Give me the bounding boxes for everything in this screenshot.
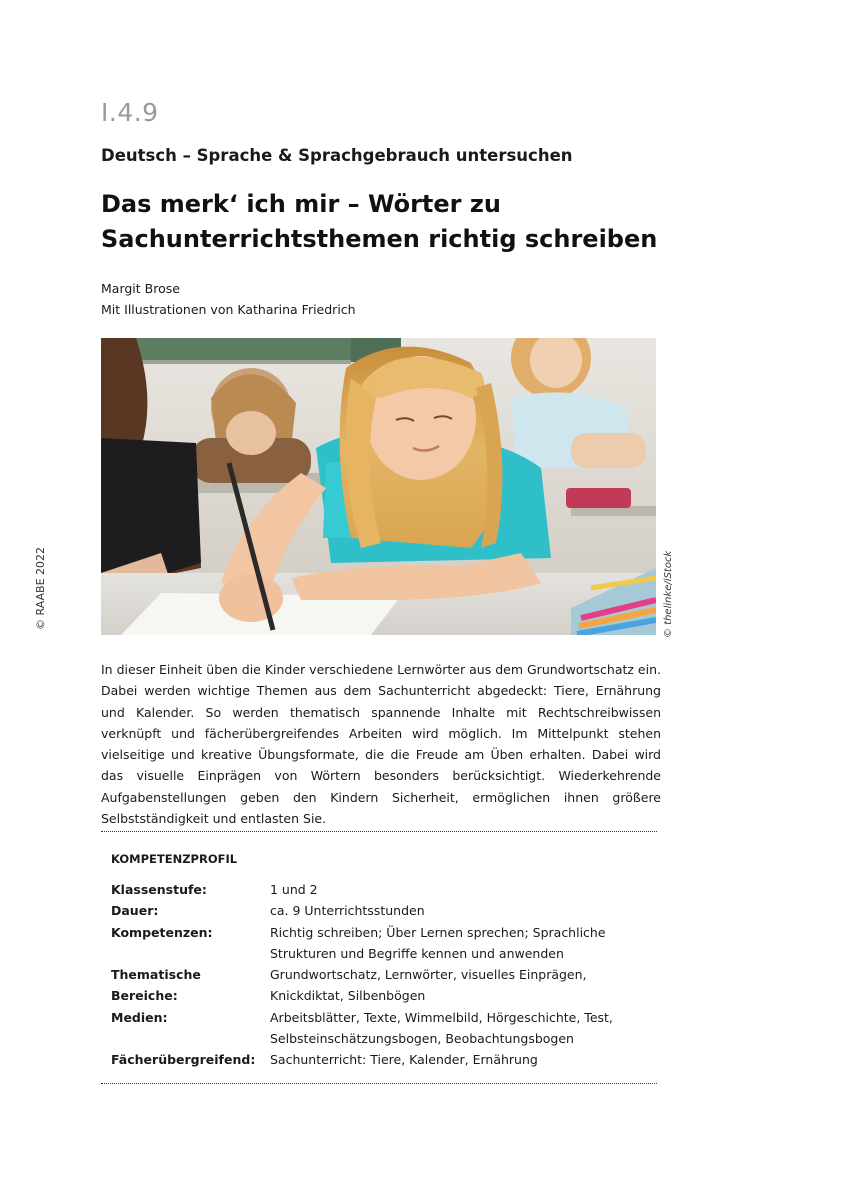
profile-label: Kompetenzen:: [111, 924, 213, 940]
profile-row: [111, 879, 651, 900]
title-line-2: Sachunterrichtsthemen richtig schreiben: [101, 225, 658, 253]
profile-value: Arbeitsblätter, Texte, Wimmelbild, Hörgeschichte, Test, Selbsteinschätzungsbogen, Beobachtungsbogen: [270, 1009, 613, 1047]
profile-value: Richtig schreiben; Über Lernen sprechen; Sprachliche Strukturen und Begriffe kennen und anwenden: [270, 924, 606, 961]
profile-label: Dauer:: [111, 903, 159, 919]
profile-label: Klassenstufe:: [111, 882, 207, 897]
intro-paragraph: In dieser Einheit üben die Kinder verschiedene Lernwörter aus dem Grundwortschatz ein. Dabei werden wichtige Themen aus dem Sachunterricht abgedeckt: Tiere, Ernährung und Kalender. So werden thematisch spannende Inhalte mit Rechtschreibwissen verknüpft und fächerübergreifendes Arbeiten wird möglich. Im Mittelpunkt stehen vielseitige und kreative Übungsformate, die die Freude am Üben erhalten. Dabei wird das visuelle Einprägen von Wörtern besonders berücksichtigt. Wiederkehrende Aufgabenstellungen geben den Kindern Sicherheit, ermöglichen ihnen größere Selbstständigkeit und entlasten Sie.: [101, 662, 661, 827]
classroom-photo: [101, 338, 656, 635]
profile-label: Medien:: [111, 1009, 168, 1025]
profile-row: [111, 1049, 651, 1070]
profile-value: Sachunterricht: Tiere, Kalender, Ernährung: [270, 1052, 538, 1068]
author-name: Margit Brose: [101, 281, 180, 296]
competence-profile: [111, 879, 651, 1071]
profile-label: Thematische Bereiche:: [111, 967, 201, 1004]
profile-value: Grundwortschatz, Lernwörter, visuelles Einprägen, Knickdiktat, Silbenbögen: [270, 967, 587, 1004]
profile-label: Fächerübergreifend:: [111, 1052, 256, 1068]
dotted-divider-bottom: [101, 1083, 657, 1084]
profile-heading: KOMPETENZPROFIL: [111, 852, 238, 866]
page-title: [101, 187, 701, 257]
profile-row: [111, 964, 651, 1007]
copyright-notice: © RAABE 2022: [34, 546, 47, 630]
subject-line: Deutsch – Sprache & Sprachgebrauch untersuchen: [101, 146, 573, 165]
photo-credit: © thelinke/iStock: [663, 550, 674, 638]
dotted-divider-top: [101, 831, 657, 832]
illustrator-credit: Mit Illustrationen von Katharina Friedrich: [101, 302, 356, 317]
unit-code: I.4.9: [101, 98, 159, 127]
profile-row: [111, 900, 651, 921]
classroom-photo-illustration: [101, 338, 656, 635]
profile-row: [111, 1007, 651, 1050]
profile-value: 1 und 2: [270, 882, 318, 897]
title-line-1: Das merk‘ ich mir – Wörter zu: [101, 190, 501, 218]
profile-row: [111, 922, 651, 965]
profile-value: ca. 9 Unterrichtsstunden: [270, 903, 425, 919]
